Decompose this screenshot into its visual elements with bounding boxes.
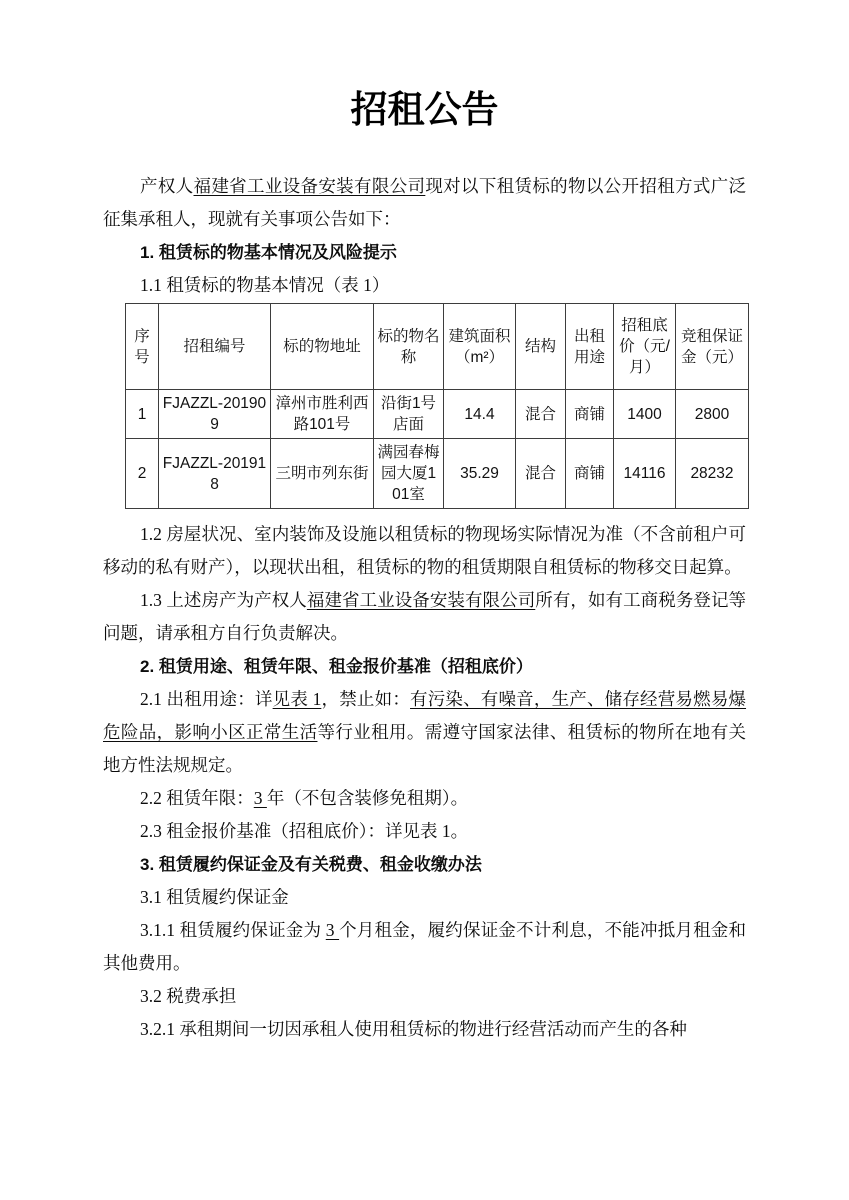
text-run: 1.3 上述房产为产权人 xyxy=(140,590,307,610)
section-3-2-1-paragraph: 3.2.1 承租期间一切因承租人使用租赁标的物进行经营活动而产生的各种 xyxy=(140,1019,687,1039)
table-cell: FJAZZL-201909 xyxy=(159,390,271,439)
section-3-1-1-paragraph xyxy=(103,914,746,980)
table-header-cell: 标的物地址 xyxy=(271,304,374,390)
section-1-3-paragraph xyxy=(103,584,746,650)
table-cell: 35.29 xyxy=(444,439,516,509)
table-cell: 2800 xyxy=(676,390,749,439)
table-cell: 混合 xyxy=(516,390,566,439)
section-3-2-line: 3.2 税费承担 xyxy=(140,986,237,1006)
table-cell: 1400 xyxy=(614,390,676,439)
table-cell: FJAZZL-201918 xyxy=(159,439,271,509)
table-header-cell: 标的物名称 xyxy=(374,304,444,390)
table-header-cell: 竞租保证金（元） xyxy=(676,304,749,390)
section-1-heading: 1. 租赁标的物基本情况及风险提示 xyxy=(140,243,397,262)
underlined-text: 见表 1 xyxy=(272,689,322,709)
section-2-2-line xyxy=(103,782,746,815)
section-3-1-line: 3.1 租赁履约保证金 xyxy=(140,887,289,907)
section-2-heading: 2. 租赁用途、租赁年限、租金报价基准（招租底价） xyxy=(140,657,533,676)
document-title: 招租公告 xyxy=(350,89,499,130)
table-cell: 沿街1号店面 xyxy=(374,390,444,439)
underlined-text: 3 xyxy=(253,788,267,808)
table-header-cell: 建筑面积（m²） xyxy=(444,304,516,390)
table-cell: 三明市列东街 xyxy=(271,439,374,509)
table-cell: 混合 xyxy=(516,439,566,509)
table-cell: 满园春梅园大厦101室 xyxy=(374,439,444,509)
section-1-2-paragraph: 1.2 房屋状况、室内装饰及设施以租赁标的物现场实际情况为准（不含前租户可移动的私有财产），以现状出租，租赁标的物的租赁期限自租赁标的物移交日起算。 xyxy=(103,524,746,577)
table-cell: 1 xyxy=(126,390,159,439)
text-run: 个月租金，履约保证金不计利息，不能冲抵月租金和其他费用。 xyxy=(103,920,747,973)
text-run: 产权人 xyxy=(140,176,194,196)
table-row xyxy=(126,439,749,509)
underlined-text: 有污染、有噪音，生产、储存经营易燃易爆危险品，影响小区正常生活 xyxy=(103,689,747,742)
table-header-cell: 招租底价（元/月） xyxy=(614,304,676,390)
intro-paragraph xyxy=(103,170,746,236)
section-1-1-line: 1.1 租赁标的物基本情况（表 1） xyxy=(140,275,390,295)
table-header-cell: 招租编号 xyxy=(159,304,271,390)
table-cell: 14.4 xyxy=(444,390,516,439)
table-body xyxy=(126,390,749,509)
table-cell: 14116 xyxy=(614,439,676,509)
table-cell: 商铺 xyxy=(566,390,614,439)
table-header-row xyxy=(126,304,749,390)
text-run: 所有，如有工商税务登记等问题，请承租方自行负责解决。 xyxy=(103,590,747,643)
section-2-1-paragraph xyxy=(103,683,746,782)
table-row xyxy=(126,390,749,439)
text-run: ，禁止如： xyxy=(321,689,411,709)
table-cell: 商铺 xyxy=(566,439,614,509)
text-run: 等行业租用。需遵守国家法律、租赁标的物所在地有关地方性法规规定。 xyxy=(103,722,747,775)
table-cell: 2 xyxy=(126,439,159,509)
table-header-cell: 序号 xyxy=(126,304,159,390)
table-cell: 漳州市胜利西路101号 xyxy=(271,390,374,439)
section-2-3-line: 2.3 租金报价基准（招租底价）：详见表 1。 xyxy=(140,821,469,841)
section-3-heading: 3. 租赁履约保证金及有关税费、租金收缴办法 xyxy=(140,855,482,874)
underlined-text: 福建省工业设备安装有限公司 xyxy=(306,590,536,610)
property-table xyxy=(125,303,749,509)
text-run: 年（不包含装修免租期）。 xyxy=(266,788,469,808)
text-run: 3.1.1 租赁履约保证金为 xyxy=(140,920,326,940)
text-run: 2.2 租赁年限： xyxy=(140,788,254,808)
text-run: 现对以下租赁标的物以公开招租方式广泛征集承租人，现就有关事项公告如下： xyxy=(103,176,747,229)
table-header-cell: 出租用途 xyxy=(566,304,614,390)
table-cell: 28232 xyxy=(676,439,749,509)
underlined-text: 3 xyxy=(325,920,340,940)
underlined-text: 福建省工业设备安装有限公司 xyxy=(193,176,426,196)
table-header-cell: 结构 xyxy=(516,304,566,390)
text-run: 2.1 出租用途：详 xyxy=(140,689,273,709)
